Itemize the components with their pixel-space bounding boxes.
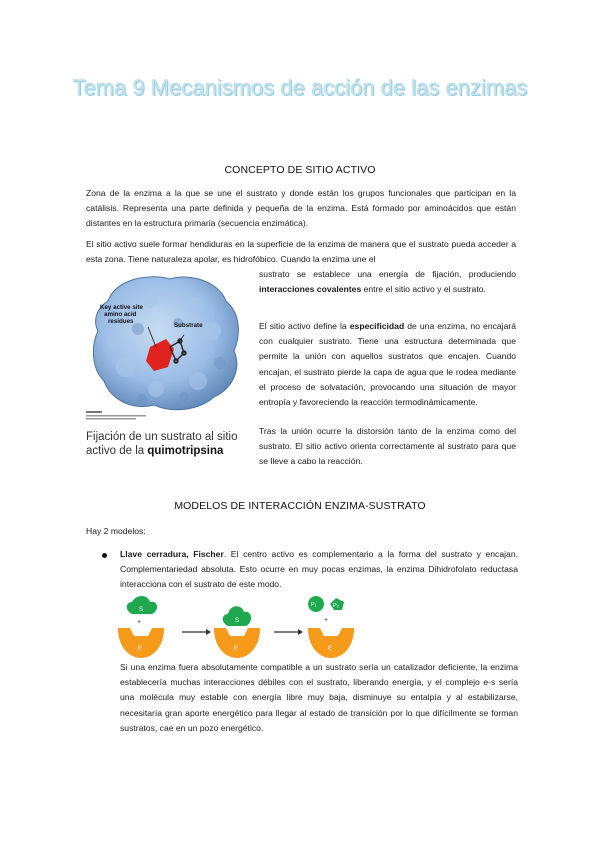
bold-especificidad: especificidad	[349, 321, 405, 331]
stage-2	[214, 606, 260, 658]
quimotripsina-figure	[86, 271, 246, 421]
svg-text:E: E	[138, 646, 143, 652]
svg-text:P₁: P₁	[311, 602, 317, 608]
paragraph-pozo-energetico: Si una enzima fuera absolutamente compatible a un sustrato sería un catalizador deficiente, la enzima establecería muchas interacciones débiles con el sustrato, liberando energía, y el complejo e-s sería una molécula muy estable con energía libre muy baja, disminuye su entalpía y al estabilizarse, necesitaría gran aporte energético para llegar al estado de transición por lo que difícilmente se forman sustratos, cae en un pozo energético.	[120, 662, 518, 733]
bullet-llave-cerradura: Llave cerradura, Fischer. El centro activo es complementario a la forma del sustrato y encajan. Complementariedad absoluta. Esto ocurre en muy pocas enzimas, la enzima Dihidrofolato reductasa interacciona con el sustrato de este modo.	[120, 549, 518, 590]
stage-1	[118, 596, 164, 658]
figure-caption: Fijación de un sustrato al sitio activo de la quimotripsina	[86, 431, 238, 457]
models-intro: Hay 2 modelos:	[86, 526, 146, 536]
svg-text:S: S	[139, 607, 144, 613]
svg-text:E: E	[328, 646, 333, 652]
stage-3	[308, 596, 354, 658]
label-substrate: Substrate	[174, 322, 203, 329]
section-heading-models: MODELOS DE INTERACCIÓN ENZIMA-SUSTRATO	[174, 500, 426, 512]
paragraph-definition: Zona de la enzima a la que se une el sustrato y donde están los grupos funcionales que participan en la catálisis. Representa una parte definida y pequeña de la enzima. Está formado por aminoácidos que están distantes en la estructura primaria (secuencia enzimática).	[86, 188, 516, 229]
bold-interacciones: interacciones covalentes	[259, 284, 362, 295]
caption-bold: quimotripsina	[147, 445, 224, 457]
svg-text:S: S	[235, 618, 240, 624]
paragraph-distorsion: Tras la unión ocurre la distorsión tanto de la enzima como del sustrato. El sitio activo orienta correctamente al sustrato para que se lleve a cabo la reacción.	[259, 426, 516, 467]
bold-llave: Llave cerradura, Fischer	[120, 549, 224, 559]
bullet-icon	[102, 553, 107, 558]
label-active-site: Key active site amino acid residues	[100, 304, 143, 325]
arrow-2-icon	[274, 629, 303, 635]
page-title: Tema 9 Mecanismos de acción de las enzimas	[72, 75, 528, 100]
paragraph-hendiduras: El sitio activo suele formar hendiduras en la superficie de la enzima de manera que el sustrato pueda acceder a esta zona. Tiene naturaleza apolar, es hidrofóbico. Cuando la enzima une el	[86, 239, 516, 265]
paragraph-fijacion: sustrato se establece una energía de fijación, produciendo interacciones covalentes entre el sitio activo y el sustrato.	[259, 269, 516, 295]
svg-text:E: E	[234, 646, 239, 652]
paragraph-especificidad: El sitio activo define la especificidad de una enzima, no encajará con cualquier sustrato. Tiene una estructura determinada que permite la unión con aquellos sustratos que encajen. Cuando encajan, el sustrato pierde la capa de agua que le rodea mediante el proceso de solvatación, provocando una situación de mayor entropía y favoreciendo la reacción termodinámicamente.	[259, 321, 517, 408]
lock-key-diagram	[118, 594, 378, 660]
svg-text:+: +	[324, 617, 329, 624]
section-heading-active-site: CONCEPTO DE SITIO ACTIVO	[224, 164, 376, 176]
svg-text:+: +	[137, 619, 142, 626]
arrow-1-icon	[182, 629, 211, 635]
svg-text:P₂: P₂	[333, 603, 339, 609]
